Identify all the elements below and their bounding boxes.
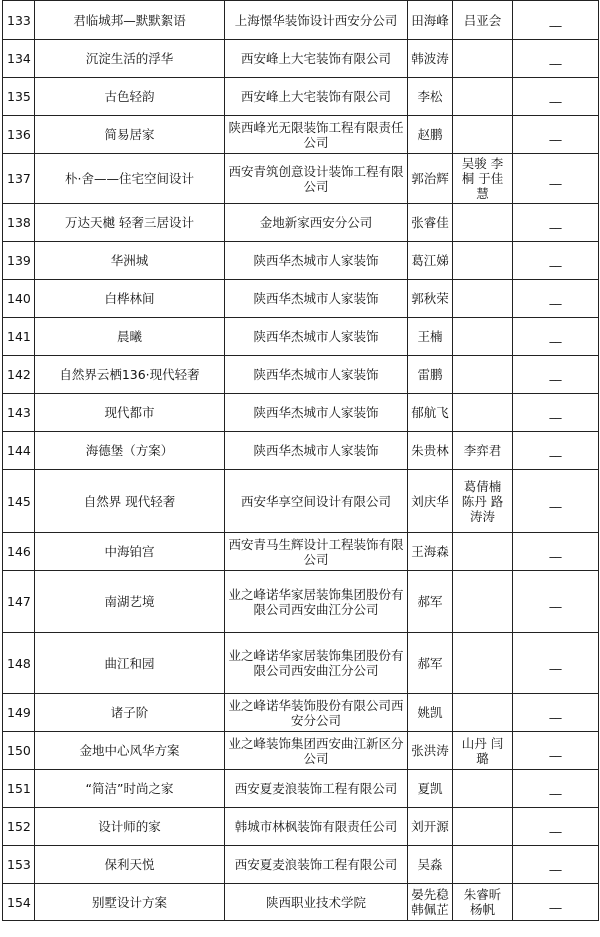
designer-name: 郭秋荣 — [408, 280, 453, 318]
company-name: 陕西华杰城市人家装饰 — [225, 356, 408, 394]
partner-names: 朱睿昕 杨帆 — [453, 884, 513, 921]
table-row — [3, 318, 599, 356]
designer-name: 田海峰 — [408, 1, 453, 40]
table-row — [3, 884, 599, 921]
row-number: 133 — [3, 1, 35, 40]
table-row — [3, 770, 599, 808]
row-number: 145 — [3, 470, 35, 533]
partner-names: 山丹 闫璐 — [453, 732, 513, 770]
designer-name: 李松 — [408, 78, 453, 116]
blank-mark: __ — [513, 694, 599, 732]
table-row — [3, 40, 599, 78]
blank-mark: __ — [513, 884, 599, 921]
table-row — [3, 204, 599, 242]
designer-name: 郝军 — [408, 633, 453, 694]
blank-mark: __ — [513, 78, 599, 116]
partner-names — [453, 242, 513, 280]
designer-name: 夏凯 — [408, 770, 453, 808]
table-row — [3, 394, 599, 432]
row-number: 141 — [3, 318, 35, 356]
company-name: 西安峰上大宅装饰有限公司 — [225, 40, 408, 78]
designer-name: 刘庆华 — [408, 470, 453, 533]
designer-name: 赵鹏 — [408, 116, 453, 154]
row-number: 147 — [3, 571, 35, 633]
blank-mark: __ — [513, 432, 599, 470]
table-row — [3, 808, 599, 846]
work-title: 曲江和园 — [35, 633, 225, 694]
blank-mark: __ — [513, 470, 599, 533]
blank-mark: __ — [513, 204, 599, 242]
row-number: 144 — [3, 432, 35, 470]
blank-mark: __ — [513, 846, 599, 884]
blank-mark: __ — [513, 533, 599, 571]
blank-mark: __ — [513, 280, 599, 318]
work-title: 华洲城 — [35, 242, 225, 280]
blank-mark: __ — [513, 242, 599, 280]
work-title: 自然界云栖136·现代轻奢 — [35, 356, 225, 394]
table-row — [3, 470, 599, 533]
company-name: 业之峰装饰集团西安曲江新区分公司 — [225, 732, 408, 770]
company-name: 陕西华杰城市人家装饰 — [225, 318, 408, 356]
designer-name: 张洪涛 — [408, 732, 453, 770]
table-row — [3, 633, 599, 694]
row-number: 140 — [3, 280, 35, 318]
company-name: 西安青马生辉设计工程装饰有限公司 — [225, 533, 408, 571]
work-title: 设计师的家 — [35, 808, 225, 846]
partner-names — [453, 633, 513, 694]
company-name: 业之峰诺华家居装饰集团股份有限公司西安曲江分公司 — [225, 571, 408, 633]
row-number: 154 — [3, 884, 35, 921]
table-row — [3, 356, 599, 394]
partner-names — [453, 533, 513, 571]
award-list-table — [2, 0, 599, 921]
work-title: 现代都市 — [35, 394, 225, 432]
company-name: 业之峰诺华装饰股份有限公司西安分公司 — [225, 694, 408, 732]
table-body — [3, 1, 599, 921]
row-number: 142 — [3, 356, 35, 394]
company-name: 韩城市林枫装饰有限责任公司 — [225, 808, 408, 846]
designer-name: 刘开源 — [408, 808, 453, 846]
partner-names — [453, 78, 513, 116]
work-title: 古色轻韵 — [35, 78, 225, 116]
row-number: 134 — [3, 40, 35, 78]
company-name: 西安青筑创意设计装饰工程有限公司 — [225, 154, 408, 204]
partner-names — [453, 846, 513, 884]
company-name: 陕西华杰城市人家装饰 — [225, 242, 408, 280]
company-name: 陕西华杰城市人家装饰 — [225, 280, 408, 318]
work-title: 别墅设计方案 — [35, 884, 225, 921]
table-row — [3, 571, 599, 633]
work-title: 君临城邦—默默絮语 — [35, 1, 225, 40]
blank-mark: __ — [513, 770, 599, 808]
table-row — [3, 78, 599, 116]
designer-name: 郁航飞 — [408, 394, 453, 432]
company-name: 陕西华杰城市人家装饰 — [225, 394, 408, 432]
designer-name: 王楠 — [408, 318, 453, 356]
company-name: 西安峰上大宅装饰有限公司 — [225, 78, 408, 116]
blank-mark: __ — [513, 1, 599, 40]
work-title: 简易居家 — [35, 116, 225, 154]
work-title: 自然界 现代轻奢 — [35, 470, 225, 533]
blank-mark: __ — [513, 154, 599, 204]
work-title: 诸子阶 — [35, 694, 225, 732]
row-number: 148 — [3, 633, 35, 694]
partner-names: 李弈君 — [453, 432, 513, 470]
table-row — [3, 846, 599, 884]
designer-name: 朱贵林 — [408, 432, 453, 470]
company-name: 陕西华杰城市人家装饰 — [225, 432, 408, 470]
company-name: 金地新家西安分公司 — [225, 204, 408, 242]
designer-name: 葛江娣 — [408, 242, 453, 280]
work-title: “简洁”时尚之家 — [35, 770, 225, 808]
table-row — [3, 694, 599, 732]
blank-mark: __ — [513, 633, 599, 694]
partner-names — [453, 356, 513, 394]
partner-names — [453, 40, 513, 78]
designer-name: 郝军 — [408, 571, 453, 633]
work-title: 白桦林间 — [35, 280, 225, 318]
work-title: 海德堡（方案） — [35, 432, 225, 470]
designer-name: 雷鹏 — [408, 356, 453, 394]
row-number: 139 — [3, 242, 35, 280]
designer-name: 姚凯 — [408, 694, 453, 732]
table-row — [3, 533, 599, 571]
partner-names — [453, 694, 513, 732]
row-number: 146 — [3, 533, 35, 571]
partner-names — [453, 571, 513, 633]
designer-name: 张睿佳 — [408, 204, 453, 242]
blank-mark: __ — [513, 571, 599, 633]
designer-name: 王海森 — [408, 533, 453, 571]
table-row — [3, 116, 599, 154]
row-number: 150 — [3, 732, 35, 770]
blank-mark: __ — [513, 318, 599, 356]
blank-mark: __ — [513, 116, 599, 154]
work-title: 晨曦 — [35, 318, 225, 356]
table-row — [3, 732, 599, 770]
blank-mark: __ — [513, 808, 599, 846]
row-number: 152 — [3, 808, 35, 846]
company-name: 业之峰诺华家居装饰集团股份有限公司西安曲江分公司 — [225, 633, 408, 694]
partner-names: 葛倩楠 陈丹 路涛涛 — [453, 470, 513, 533]
work-title: 保利天悦 — [35, 846, 225, 884]
partner-names — [453, 808, 513, 846]
row-number: 153 — [3, 846, 35, 884]
designer-name: 郭治辉 — [408, 154, 453, 204]
partner-names: 吴骏 李桐 于佳慧 — [453, 154, 513, 204]
partner-names — [453, 394, 513, 432]
table-row — [3, 154, 599, 204]
work-title: 南湖艺境 — [35, 571, 225, 633]
table-row — [3, 1, 599, 40]
table-row — [3, 432, 599, 470]
designer-name: 韩波涛 — [408, 40, 453, 78]
blank-mark: __ — [513, 356, 599, 394]
partner-names — [453, 318, 513, 356]
partner-names: 吕亚会 — [453, 1, 513, 40]
work-title: 中海铂宫 — [35, 533, 225, 571]
work-title: 朴·舍——住宅空间设计 — [35, 154, 225, 204]
row-number: 135 — [3, 78, 35, 116]
work-title: 沉淀生活的浮华 — [35, 40, 225, 78]
designer-name: 晏先稳 韩佩芷 — [408, 884, 453, 921]
company-name: 陕西职业技术学院 — [225, 884, 408, 921]
work-title: 金地中心风华方案 — [35, 732, 225, 770]
blank-mark: __ — [513, 732, 599, 770]
company-name: 陕西峰光无限装饰工程有限责任公司 — [225, 116, 408, 154]
row-number: 137 — [3, 154, 35, 204]
partner-names — [453, 770, 513, 808]
company-name: 上海憬华装饰设计西安分公司 — [225, 1, 408, 40]
row-number: 149 — [3, 694, 35, 732]
table-row — [3, 242, 599, 280]
company-name: 西安夏麦浪装饰工程有限公司 — [225, 770, 408, 808]
blank-mark: __ — [513, 394, 599, 432]
work-title: 万达天樾 轻奢三居设计 — [35, 204, 225, 242]
partner-names — [453, 116, 513, 154]
row-number: 138 — [3, 204, 35, 242]
blank-mark: __ — [513, 40, 599, 78]
table-row — [3, 280, 599, 318]
partner-names — [453, 204, 513, 242]
company-name: 西安华享空间设计有限公司 — [225, 470, 408, 533]
row-number: 136 — [3, 116, 35, 154]
partner-names — [453, 280, 513, 318]
designer-name: 吴淼 — [408, 846, 453, 884]
row-number: 151 — [3, 770, 35, 808]
company-name: 西安夏麦浪装饰工程有限公司 — [225, 846, 408, 884]
row-number: 143 — [3, 394, 35, 432]
